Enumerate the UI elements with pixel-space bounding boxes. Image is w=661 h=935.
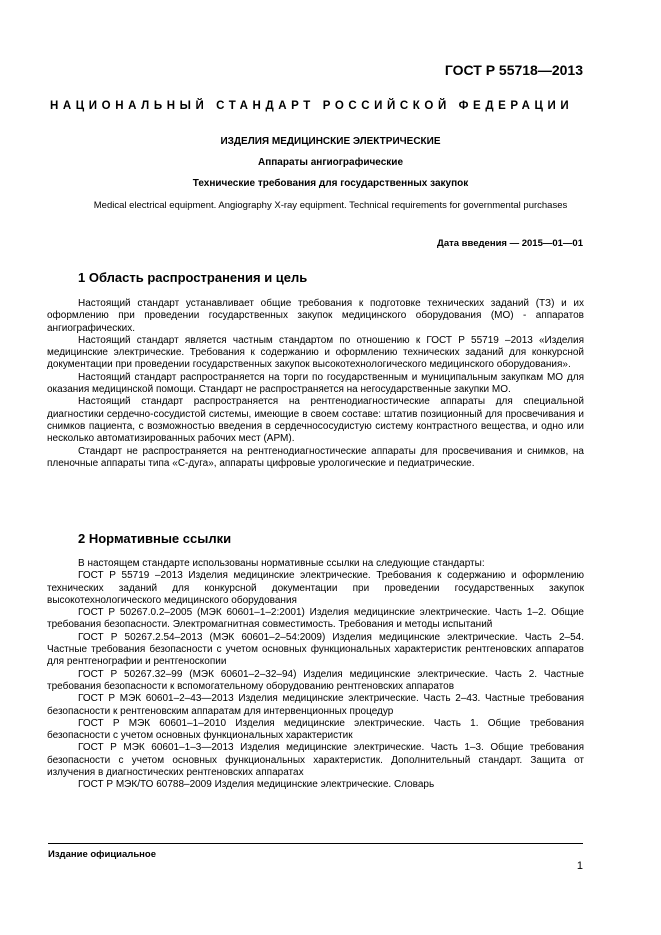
standard-number: ГОСТ Р 55718—2013 (444, 62, 583, 78)
reference-entry: ГОСТ Р МЭК 60601–2–43—2013 Изделия медицинские электрические. Часть 2–43. Частные требования безопасности к рентгеновским аппаратам для интервенционных процедур (47, 693, 584, 717)
section-1-paragraph: Настоящий стандарт распространяется на торги по государственным и муниципальным закупкам МО для оказания медицинской помощи. Стандарт не распространяется на негосударственные закупки МО. (47, 371, 584, 396)
reference-entry: ГОСТ Р 55719 –2013 Изделия медицинские электрические. Требования к содержанию и оформлению технических заданий для конкурсной документации при проведении государственных закупок высокотехнологического медицинского оборудования (47, 570, 584, 606)
section-1-paragraph: Настоящий стандарт распространяется на рентгенодиагностические аппараты для специальной диагностики сердечно-сосудистой системы, имеющие в своем составе: штатив позиционный для просвечивания и снимков пациента, с возможностью введения в сердечнососудистую систему контрастного вещества, и одно или несколько автоматизированных рабочих мест (АРМ). (47, 396, 584, 445)
page-number: 1 (576, 860, 583, 872)
introduction-date: Дата введения — 2015—01—01 (437, 238, 583, 249)
section-1-body (47, 298, 584, 470)
section-1-paragraph: Стандарт не распространяется на рентгенодиагностические аппараты для просвечивания и снимков, на пленочные аппараты типа «С-дуга», аппараты цифровые урологические и педиатрические. (47, 445, 584, 469)
reference-entry: ГОСТ Р 50267.2.54–2013 (МЭК 60601–2–54:2009) Изделия медицинские электрические. Часть 2–54. Частные требования безопасности с учетом основных функциональных характеристик рентгеновских аппаратов для рентгенографии и рентгеноскопии (47, 631, 584, 668)
section-1-paragraph: Настоящий стандарт является частным стандартом по отношению к ГОСТ Р 55719 –2013 «Изделия медицинские электрические. Требования к содержанию и оформлению технических заданий для конкурсной документации при проведении государственных закупок высокотехнологического медицинского оборудования». (47, 334, 584, 371)
section-2-heading: 2 Нормативные ссылки (78, 531, 232, 546)
title-main: ИЗДЕЛИЯ МЕДИЦИНСКИЕ ЭЛЕКТРИЧЕСКИЕ (220, 136, 441, 147)
reference-entry: ГОСТ Р МЭК 60601–1–2010 Изделия медицинские электрические. Часть 1. Общие требования безопасности с учетом основных функциональных характеристик (47, 717, 584, 742)
section-1-heading: 1 Область распространения и цель (78, 270, 308, 285)
reference-entry: ГОСТ Р 50267.0.2–2005 (МЭК 60601–1–2:2001) Изделия медицинские электрические. Часть 1–2. Общие требования безопасности. Электромагнитная совместимость. Требования и методы испытаний (47, 607, 584, 631)
title-sub1: Аппараты ангиографические (257, 157, 403, 168)
edition-label: Издание официальное (48, 849, 156, 860)
section-2-paragraph: В настоящем стандарте использованы нормативные ссылки на следующие стандарты: (78, 558, 485, 569)
reference-entry: ГОСТ Р МЭК/ТО 60788–2009 Изделия медицинские электрические. Словарь (78, 779, 435, 791)
title-block (0, 136, 661, 189)
reference-entry: ГОСТ Р МЭК 60601–1–3—2013 Изделия медицинские электрические. Часть 1–3. Общие требования безопасности с учетом основных функциональных характеристик. Дополнительный стандарт. Защита от излучения в диагностических рентгеновских аппаратах (47, 742, 584, 779)
section-1-paragraph: Настоящий стандарт устанавливает общие требования к подготовке технических заданий (ТЗ) и их оформлению при проведении государственных закупок медицинского оборудования (МО) - аппаратов ангиографических. (47, 298, 584, 334)
section-2-body (47, 558, 584, 792)
title-sub2: Технические требования для государственных закупок (192, 178, 469, 189)
title-english: Medical electrical equipment. Angiography X-ray equipment. Technical requirements for governmental purchases (93, 200, 568, 211)
footer-divider (48, 843, 583, 844)
national-standard-line: НАЦИОНАЛЬНЫЙ СТАНДАРТ РОССИЙСКОЙ ФЕДЕРАЦИИ (50, 100, 574, 112)
reference-entry: ГОСТ Р 50267.32–99 (МЭК 60601–2–32–94) Изделия медицинские электрические. Часть 2. Частные требования безопасности к вспомогательному оборудованию рентгеновских аппаратов (47, 668, 584, 692)
